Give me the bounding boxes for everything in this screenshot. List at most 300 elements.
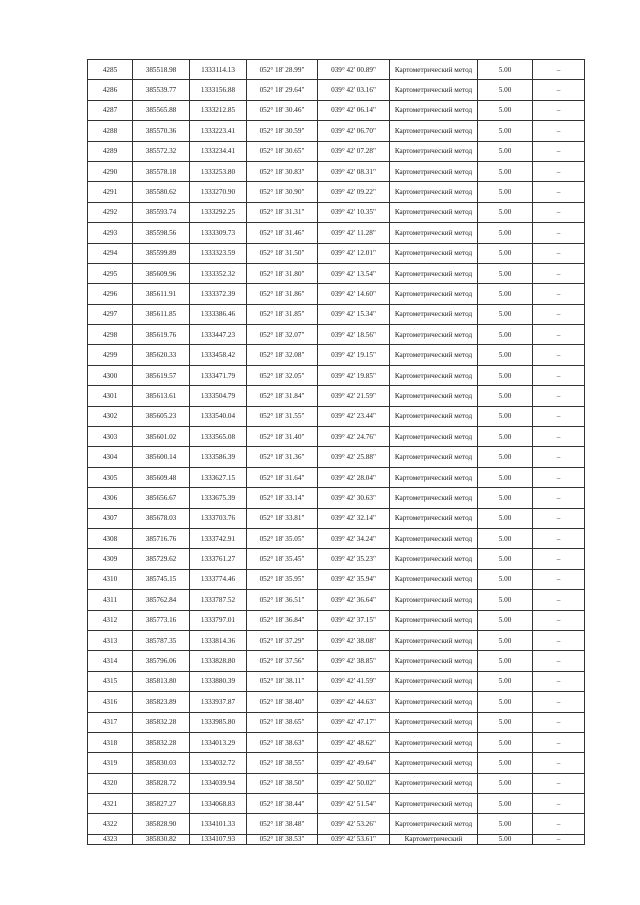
point-number-cell: 4301 [88, 386, 133, 406]
accuracy-cell: 5.00 [478, 121, 533, 141]
point-number-cell: 4316 [88, 692, 133, 712]
method-cell: Картометрический метод [390, 60, 478, 80]
y-coordinate-cell: 1333540.04 [190, 406, 247, 426]
table-row [88, 610, 585, 630]
note-cell: – [533, 712, 585, 732]
x-coordinate-cell: 385609.96 [133, 263, 190, 283]
table-row [88, 161, 585, 181]
x-coordinate-cell: 385729.62 [133, 549, 190, 569]
latitude-cell: 052° 18' 32.08" [247, 345, 318, 365]
longitude-cell: 039° 42' 23.44" [318, 406, 390, 426]
y-coordinate-cell: 1333234.41 [190, 141, 247, 161]
point-number-cell: 4314 [88, 651, 133, 671]
method-cell: Картометрический метод [390, 753, 478, 773]
longitude-cell: 039° 42' 49.64" [318, 753, 390, 773]
latitude-cell: 052° 18' 38.44" [247, 794, 318, 814]
point-number-cell: 4288 [88, 121, 133, 141]
table-row [88, 223, 585, 243]
table-row [88, 202, 585, 222]
note-cell: – [533, 671, 585, 691]
y-coordinate-cell: 1333309.73 [190, 223, 247, 243]
table-row [88, 60, 585, 80]
x-coordinate-cell: 385716.76 [133, 528, 190, 548]
x-coordinate-cell: 385827.27 [133, 794, 190, 814]
longitude-cell: 039° 42' 00.89" [318, 60, 390, 80]
point-number-cell: 4299 [88, 345, 133, 365]
latitude-cell: 052° 18' 35.45" [247, 549, 318, 569]
method-cell: Картометрический метод [390, 386, 478, 406]
table-row [88, 590, 585, 610]
note-cell: – [533, 447, 585, 467]
table-row [88, 671, 585, 691]
longitude-cell: 039° 42' 36.64" [318, 590, 390, 610]
longitude-cell: 039° 42' 48.62" [318, 732, 390, 752]
table-row [88, 528, 585, 548]
accuracy-cell: 5.00 [478, 182, 533, 202]
note-cell: – [533, 732, 585, 752]
accuracy-cell: 5.00 [478, 834, 533, 844]
x-coordinate-cell: 385613.61 [133, 386, 190, 406]
longitude-cell: 039° 42' 38.08" [318, 630, 390, 650]
point-number-cell: 4294 [88, 243, 133, 263]
coordinate-table-sheet [87, 59, 584, 845]
table-row [88, 243, 585, 263]
y-coordinate-cell: 1334068.83 [190, 794, 247, 814]
coordinate-table [87, 59, 585, 845]
method-cell: Картометрический метод [390, 243, 478, 263]
longitude-cell: 039° 42' 50.02" [318, 773, 390, 793]
table-row [88, 447, 585, 467]
note-cell: – [533, 569, 585, 589]
table-row [88, 467, 585, 487]
method-cell: Картометрический метод [390, 100, 478, 120]
point-number-cell: 4285 [88, 60, 133, 80]
table-row [88, 304, 585, 324]
accuracy-cell: 5.00 [478, 141, 533, 161]
accuracy-cell: 5.00 [478, 549, 533, 569]
x-coordinate-cell: 385619.76 [133, 325, 190, 345]
accuracy-cell: 5.00 [478, 386, 533, 406]
note-cell: – [533, 284, 585, 304]
y-coordinate-cell: 1333386.46 [190, 304, 247, 324]
x-coordinate-cell: 385828.90 [133, 814, 190, 834]
method-cell: Картометрический метод [390, 508, 478, 528]
x-coordinate-cell: 385762.84 [133, 590, 190, 610]
point-number-cell: 4290 [88, 161, 133, 181]
latitude-cell: 052° 18' 36.84" [247, 610, 318, 630]
note-cell: – [533, 753, 585, 773]
latitude-cell: 052° 18' 38.63" [247, 732, 318, 752]
longitude-cell: 039° 42' 44.63" [318, 692, 390, 712]
point-number-cell: 4310 [88, 569, 133, 589]
y-coordinate-cell: 1333880.39 [190, 671, 247, 691]
latitude-cell: 052° 18' 30.65" [247, 141, 318, 161]
point-number-cell: 4304 [88, 447, 133, 467]
latitude-cell: 052° 18' 37.29" [247, 630, 318, 650]
method-cell: Картометрический метод [390, 182, 478, 202]
accuracy-cell: 5.00 [478, 427, 533, 447]
point-number-cell: 4318 [88, 732, 133, 752]
note-cell: – [533, 692, 585, 712]
note-cell: – [533, 794, 585, 814]
point-number-cell: 4303 [88, 427, 133, 447]
accuracy-cell: 5.00 [478, 794, 533, 814]
x-coordinate-cell: 385620.33 [133, 345, 190, 365]
x-coordinate-cell: 385773.16 [133, 610, 190, 630]
table-row [88, 121, 585, 141]
latitude-cell: 052° 18' 38.50" [247, 773, 318, 793]
y-coordinate-cell: 1334039.94 [190, 773, 247, 793]
accuracy-cell: 5.00 [478, 590, 533, 610]
longitude-cell: 039° 42' 07.28" [318, 141, 390, 161]
latitude-cell: 052° 18' 38.65" [247, 712, 318, 732]
method-cell: Картометрический метод [390, 161, 478, 181]
latitude-cell: 052° 18' 36.51" [247, 590, 318, 610]
accuracy-cell: 5.00 [478, 345, 533, 365]
point-number-cell: 4297 [88, 304, 133, 324]
note-cell: – [533, 202, 585, 222]
table-row [88, 182, 585, 202]
table-row [88, 284, 585, 304]
y-coordinate-cell: 1333114.13 [190, 60, 247, 80]
method-cell: Картометрический метод [390, 284, 478, 304]
y-coordinate-cell: 1333223.41 [190, 121, 247, 141]
table-row [88, 569, 585, 589]
method-cell: Картометрический метод [390, 121, 478, 141]
note-cell: – [533, 141, 585, 161]
method-cell: Картометрический метод [390, 345, 478, 365]
method-cell: Картометрический метод [390, 814, 478, 834]
accuracy-cell: 5.00 [478, 447, 533, 467]
accuracy-cell: 5.00 [478, 243, 533, 263]
x-coordinate-cell: 385832.28 [133, 712, 190, 732]
y-coordinate-cell: 1334013.29 [190, 732, 247, 752]
note-cell: – [533, 590, 585, 610]
method-cell: Картометрический [390, 834, 478, 844]
y-coordinate-cell: 1333447.23 [190, 325, 247, 345]
x-coordinate-cell: 385565.88 [133, 100, 190, 120]
method-cell: Картометрический метод [390, 141, 478, 161]
y-coordinate-cell: 1333372.39 [190, 284, 247, 304]
method-cell: Картометрический метод [390, 671, 478, 691]
accuracy-cell: 5.00 [478, 528, 533, 548]
longitude-cell: 039° 42' 41.59" [318, 671, 390, 691]
latitude-cell: 052° 18' 33.14" [247, 488, 318, 508]
longitude-cell: 039° 42' 10.35" [318, 202, 390, 222]
method-cell: Картометрический метод [390, 447, 478, 467]
accuracy-cell: 5.00 [478, 304, 533, 324]
table-row [88, 630, 585, 650]
latitude-cell: 052° 18' 31.50" [247, 243, 318, 263]
longitude-cell: 039° 42' 24.76" [318, 427, 390, 447]
point-number-cell: 4286 [88, 80, 133, 100]
accuracy-cell: 5.00 [478, 569, 533, 589]
note-cell: – [533, 100, 585, 120]
x-coordinate-cell: 385619.57 [133, 365, 190, 385]
longitude-cell: 039° 42' 18.56" [318, 325, 390, 345]
note-cell: – [533, 243, 585, 263]
y-coordinate-cell: 1333774.46 [190, 569, 247, 589]
accuracy-cell: 5.00 [478, 80, 533, 100]
longitude-cell: 039° 42' 15.34" [318, 304, 390, 324]
x-coordinate-cell: 385580.62 [133, 182, 190, 202]
longitude-cell: 039° 42' 09.22" [318, 182, 390, 202]
note-cell: – [533, 814, 585, 834]
latitude-cell: 052° 18' 35.95" [247, 569, 318, 589]
method-cell: Картометрический метод [390, 80, 478, 100]
latitude-cell: 052° 18' 37.56" [247, 651, 318, 671]
note-cell: – [533, 834, 585, 844]
accuracy-cell: 5.00 [478, 508, 533, 528]
accuracy-cell: 5.00 [478, 630, 533, 650]
longitude-cell: 039° 42' 35.94" [318, 569, 390, 589]
note-cell: – [533, 427, 585, 447]
longitude-cell: 039° 42' 38.85" [318, 651, 390, 671]
x-coordinate-cell: 385570.36 [133, 121, 190, 141]
accuracy-cell: 5.00 [478, 814, 533, 834]
longitude-cell: 039° 42' 34.24" [318, 528, 390, 548]
method-cell: Картометрический метод [390, 223, 478, 243]
latitude-cell: 052° 18' 31.36" [247, 447, 318, 467]
method-cell: Картометрический метод [390, 263, 478, 283]
table-row [88, 834, 585, 844]
latitude-cell: 052° 18' 31.40" [247, 427, 318, 447]
y-coordinate-cell: 1333565.08 [190, 427, 247, 447]
note-cell: – [533, 406, 585, 426]
latitude-cell: 052° 18' 31.85" [247, 304, 318, 324]
table-row [88, 753, 585, 773]
latitude-cell: 052° 18' 31.80" [247, 263, 318, 283]
note-cell: – [533, 223, 585, 243]
note-cell: – [533, 386, 585, 406]
point-number-cell: 4320 [88, 773, 133, 793]
note-cell: – [533, 325, 585, 345]
table-row [88, 488, 585, 508]
accuracy-cell: 5.00 [478, 610, 533, 630]
y-coordinate-cell: 1333742.91 [190, 528, 247, 548]
x-coordinate-cell: 385828.72 [133, 773, 190, 793]
y-coordinate-cell: 1334107.93 [190, 834, 247, 844]
y-coordinate-cell: 1333761.27 [190, 549, 247, 569]
method-cell: Картометрический метод [390, 651, 478, 671]
table-row [88, 692, 585, 712]
point-number-cell: 4315 [88, 671, 133, 691]
latitude-cell: 052° 18' 33.81" [247, 508, 318, 528]
note-cell: – [533, 263, 585, 283]
point-number-cell: 4298 [88, 325, 133, 345]
latitude-cell: 052° 18' 31.86" [247, 284, 318, 304]
y-coordinate-cell: 1333504.79 [190, 386, 247, 406]
latitude-cell: 052° 18' 32.07" [247, 325, 318, 345]
x-coordinate-cell: 385830.82 [133, 834, 190, 844]
method-cell: Картометрический метод [390, 202, 478, 222]
accuracy-cell: 5.00 [478, 406, 533, 426]
note-cell: – [533, 304, 585, 324]
note-cell: – [533, 549, 585, 569]
accuracy-cell: 5.00 [478, 223, 533, 243]
point-number-cell: 4295 [88, 263, 133, 283]
note-cell: – [533, 121, 585, 141]
x-coordinate-cell: 385611.85 [133, 304, 190, 324]
x-coordinate-cell: 385605.23 [133, 406, 190, 426]
point-number-cell: 4305 [88, 467, 133, 487]
y-coordinate-cell: 1333292.25 [190, 202, 247, 222]
table-row [88, 365, 585, 385]
method-cell: Картометрический метод [390, 488, 478, 508]
point-number-cell: 4311 [88, 590, 133, 610]
method-cell: Картометрический метод [390, 427, 478, 447]
accuracy-cell: 5.00 [478, 365, 533, 385]
note-cell: – [533, 528, 585, 548]
latitude-cell: 052° 18' 30.59" [247, 121, 318, 141]
note-cell: – [533, 467, 585, 487]
method-cell: Картометрический метод [390, 569, 478, 589]
longitude-cell: 039° 42' 35.23" [318, 549, 390, 569]
point-number-cell: 4323 [88, 834, 133, 844]
y-coordinate-cell: 1334101.33 [190, 814, 247, 834]
latitude-cell: 052° 18' 38.55" [247, 753, 318, 773]
x-coordinate-cell: 385787.35 [133, 630, 190, 650]
table-row [88, 508, 585, 528]
point-number-cell: 4287 [88, 100, 133, 120]
y-coordinate-cell: 1333937.87 [190, 692, 247, 712]
longitude-cell: 039° 42' 06.70" [318, 121, 390, 141]
point-number-cell: 4308 [88, 528, 133, 548]
y-coordinate-cell: 1333675.39 [190, 488, 247, 508]
longitude-cell: 039° 42' 25.88" [318, 447, 390, 467]
method-cell: Картометрический метод [390, 406, 478, 426]
point-number-cell: 4296 [88, 284, 133, 304]
x-coordinate-cell: 385539.77 [133, 80, 190, 100]
latitude-cell: 052° 18' 38.40" [247, 692, 318, 712]
point-number-cell: 4313 [88, 630, 133, 650]
method-cell: Картометрический метод [390, 732, 478, 752]
y-coordinate-cell: 1333828.80 [190, 651, 247, 671]
x-coordinate-cell: 385518.98 [133, 60, 190, 80]
longitude-cell: 039° 42' 08.31" [318, 161, 390, 181]
note-cell: – [533, 610, 585, 630]
accuracy-cell: 5.00 [478, 671, 533, 691]
table-row [88, 732, 585, 752]
latitude-cell: 052° 18' 38.48" [247, 814, 318, 834]
y-coordinate-cell: 1333323.59 [190, 243, 247, 263]
longitude-cell: 039° 42' 37.15" [318, 610, 390, 630]
accuracy-cell: 5.00 [478, 732, 533, 752]
x-coordinate-cell: 385599.89 [133, 243, 190, 263]
note-cell: – [533, 161, 585, 181]
note-cell: – [533, 508, 585, 528]
latitude-cell: 052° 18' 31.46" [247, 223, 318, 243]
table-body [88, 60, 585, 845]
table-row [88, 773, 585, 793]
longitude-cell: 039° 42' 47.17" [318, 712, 390, 732]
accuracy-cell: 5.00 [478, 712, 533, 732]
longitude-cell: 039° 42' 13.54" [318, 263, 390, 283]
note-cell: – [533, 345, 585, 365]
latitude-cell: 052° 18' 30.90" [247, 182, 318, 202]
longitude-cell: 039° 42' 51.54" [318, 794, 390, 814]
point-number-cell: 4293 [88, 223, 133, 243]
y-coordinate-cell: 1333212.85 [190, 100, 247, 120]
method-cell: Картометрический метод [390, 528, 478, 548]
x-coordinate-cell: 385830.03 [133, 753, 190, 773]
latitude-cell: 052° 18' 38.53" [247, 834, 318, 844]
x-coordinate-cell: 385796.06 [133, 651, 190, 671]
x-coordinate-cell: 385609.48 [133, 467, 190, 487]
latitude-cell: 052° 18' 31.55" [247, 406, 318, 426]
latitude-cell: 052° 18' 28.99" [247, 60, 318, 80]
point-number-cell: 4291 [88, 182, 133, 202]
method-cell: Картометрический метод [390, 325, 478, 345]
note-cell: – [533, 773, 585, 793]
table-row [88, 814, 585, 834]
longitude-cell: 039° 42' 11.28" [318, 223, 390, 243]
y-coordinate-cell: 1333627.15 [190, 467, 247, 487]
method-cell: Картометрический метод [390, 773, 478, 793]
x-coordinate-cell: 385745.15 [133, 569, 190, 589]
point-number-cell: 4292 [88, 202, 133, 222]
y-coordinate-cell: 1333703.76 [190, 508, 247, 528]
note-cell: – [533, 630, 585, 650]
longitude-cell: 039° 42' 21.59" [318, 386, 390, 406]
y-coordinate-cell: 1333352.32 [190, 263, 247, 283]
point-number-cell: 4302 [88, 406, 133, 426]
note-cell: – [533, 651, 585, 671]
y-coordinate-cell: 1333797.01 [190, 610, 247, 630]
accuracy-cell: 5.00 [478, 263, 533, 283]
latitude-cell: 052° 18' 35.05" [247, 528, 318, 548]
y-coordinate-cell: 1333985.80 [190, 712, 247, 732]
point-number-cell: 4306 [88, 488, 133, 508]
x-coordinate-cell: 385832.28 [133, 732, 190, 752]
point-number-cell: 4319 [88, 753, 133, 773]
method-cell: Картометрический метод [390, 610, 478, 630]
x-coordinate-cell: 385572.32 [133, 141, 190, 161]
method-cell: Картометрический метод [390, 794, 478, 814]
accuracy-cell: 5.00 [478, 60, 533, 80]
table-row [88, 427, 585, 447]
table-row [88, 100, 585, 120]
latitude-cell: 052° 18' 32.05" [247, 365, 318, 385]
point-number-cell: 4322 [88, 814, 133, 834]
longitude-cell: 039° 42' 06.14" [318, 100, 390, 120]
x-coordinate-cell: 385678.03 [133, 508, 190, 528]
point-number-cell: 4312 [88, 610, 133, 630]
point-number-cell: 4289 [88, 141, 133, 161]
table-row [88, 325, 585, 345]
accuracy-cell: 5.00 [478, 692, 533, 712]
table-row [88, 345, 585, 365]
y-coordinate-cell: 1334032.72 [190, 753, 247, 773]
longitude-cell: 039° 42' 12.01" [318, 243, 390, 263]
point-number-cell: 4300 [88, 365, 133, 385]
longitude-cell: 039° 42' 03.16" [318, 80, 390, 100]
method-cell: Картометрический метод [390, 692, 478, 712]
y-coordinate-cell: 1333156.88 [190, 80, 247, 100]
latitude-cell: 052° 18' 31.84" [247, 386, 318, 406]
y-coordinate-cell: 1333458.42 [190, 345, 247, 365]
accuracy-cell: 5.00 [478, 325, 533, 345]
x-coordinate-cell: 385813.80 [133, 671, 190, 691]
longitude-cell: 039° 42' 53.61" [318, 834, 390, 844]
x-coordinate-cell: 385611.91 [133, 284, 190, 304]
method-cell: Картометрический метод [390, 365, 478, 385]
accuracy-cell: 5.00 [478, 651, 533, 671]
y-coordinate-cell: 1333471.79 [190, 365, 247, 385]
y-coordinate-cell: 1333586.39 [190, 447, 247, 467]
accuracy-cell: 5.00 [478, 753, 533, 773]
x-coordinate-cell: 385600.14 [133, 447, 190, 467]
